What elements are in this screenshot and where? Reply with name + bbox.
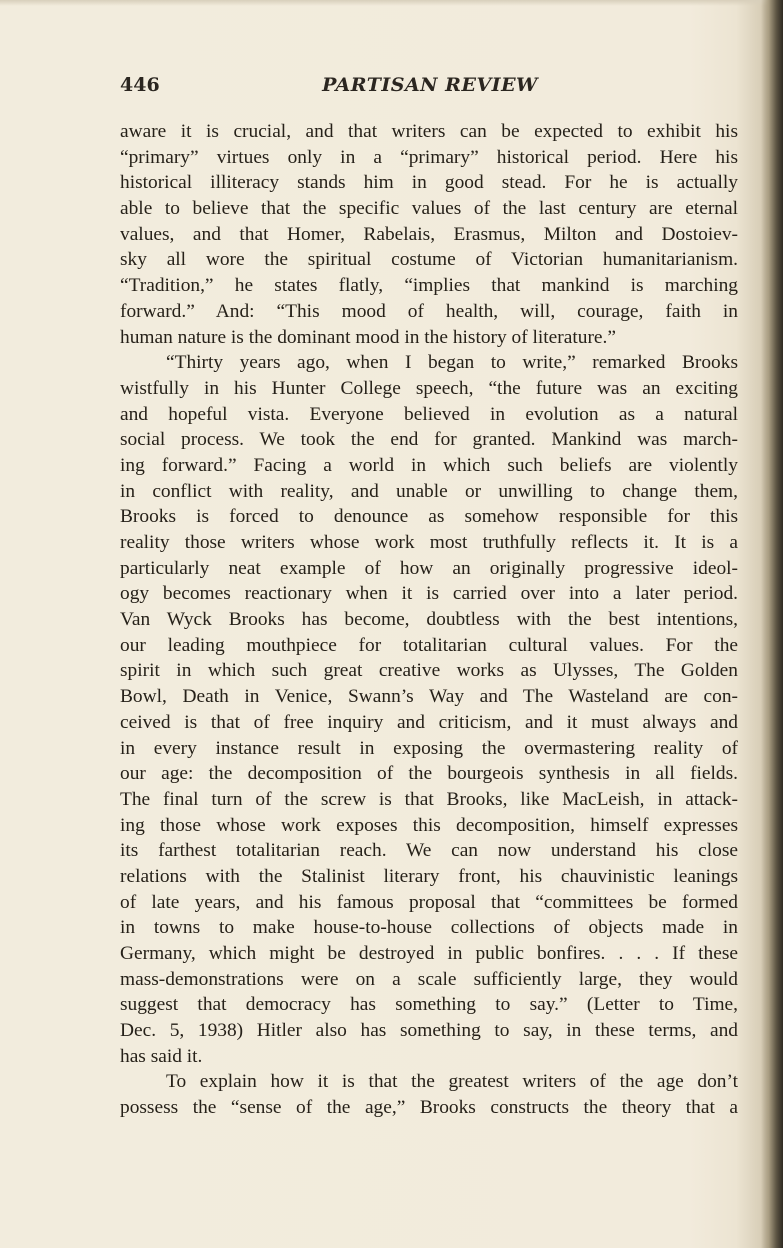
text-line: aware it is crucial, and that writers can be expected to exhibit his [120,121,738,142]
text-line: social process. We took the end for granted. Mankind was march- [120,429,738,451]
text-line: our leading mouthpiece for totalitarian cultural values. For the [120,634,738,656]
running-head: PARTISAN REVIEW [322,74,538,96]
text-line: values, and that Homer, Rabelais, Erasmus, Milton and Dostoiev- [120,223,738,245]
text-line: sky all wore the spiritual costume of Victorian humanitarianism. [120,249,738,271]
text-line: Brooks is forced to denounce as somehow responsible for this [120,506,738,528]
text-line: ing those whose work exposes this decomposition, himself expresses [120,814,738,836]
text-line: forward.” And: “This mood of health, will, courage, faith in [120,300,738,322]
text-line: able to believe that the specific values of the last century are eternal [120,198,738,220]
page-header [120,74,740,104]
text-line: in every instance result in exposing the overmastering reality of [120,737,738,759]
text-line: To explain how it is that the greatest writers of the age don’t [166,1071,738,1093]
text-line: Germany, which might be destroyed in public bonfires. . . . If these [120,943,738,964]
paragraph-3 [120,1069,738,1120]
text-line: “Tradition,” he states flatly, “implies that mankind is marching [120,275,738,297]
text-line: suggest that democracy has something to say.” (Letter to Time, [120,994,738,1016]
text-line: our age: the decomposition of the bourgeois synthesis in all fields. [120,763,738,785]
text-line: The final turn of the screw is that Brooks, like MacLeish, in attack- [120,788,738,810]
book-spine-shadow [761,0,783,1248]
text-line: its farthest totalitarian reach. We can now understand his close [120,840,738,862]
page-number: 446 [120,74,160,96]
text-line: ing forward.” Facing a world in which such beliefs are violently [120,454,738,476]
text-line: ceived is that of free inquiry and criticism, and it must always and [120,711,738,733]
text-line: in conflict with reality, and unable or unwilling to change them, [120,480,738,502]
text-line: mass-demonstrations were on a scale sufficiently large, they would [120,968,738,990]
text-line: “primary” virtues only in a “primary” historical period. Here his [120,146,738,168]
text-line: spirit in which such great creative works as Ulysses, The Golden [120,660,738,682]
text-line: historical illiteracy stands him in good stead. For he is actually [120,172,738,194]
text-line: in towns to make house-to-house collections of objects made in [120,917,738,939]
text-line: wistfully in his Hunter College speech, “the future was an exciting [120,377,738,399]
text-line: human nature is the dominant mood in the history of literature.” [120,326,616,348]
text-line: Bowl, Death in Venice, Swann’s Way and The Wasteland are con- [120,686,738,708]
text-line: Van Wyck Brooks has become, doubtless with the best intentions, [120,609,738,631]
page-top-shadow [0,0,783,6]
text-line: particularly neat example of how an originally progressive ideol- [120,557,738,579]
text-line: relations with the Stalinist literary front, his chauvinistic leanings [120,865,738,887]
text-line: Dec. 5, 1938) Hitler also has something to say, in these terms, and [120,1020,738,1042]
text-line: possess the “sense of the age,” Brooks constructs the theory that a [120,1097,738,1119]
text-line: reality those writers whose work most truthfully reflects it. It is a [120,532,738,553]
text-line: “Thirty years ago, when I began to write,” remarked Brooks [166,352,738,374]
text-line: of late years, and his famous proposal that “committees be formed [120,891,738,913]
body-text [120,119,738,1121]
paragraph-2 [120,350,738,1069]
text-line: ogy becomes reactionary when it is carried over into a later period. [120,583,738,605]
text-line: has said it. [120,1045,203,1067]
paragraph-1 [120,119,738,350]
text-line: and hopeful vista. Everyone believed in evolution as a natural [120,403,738,425]
